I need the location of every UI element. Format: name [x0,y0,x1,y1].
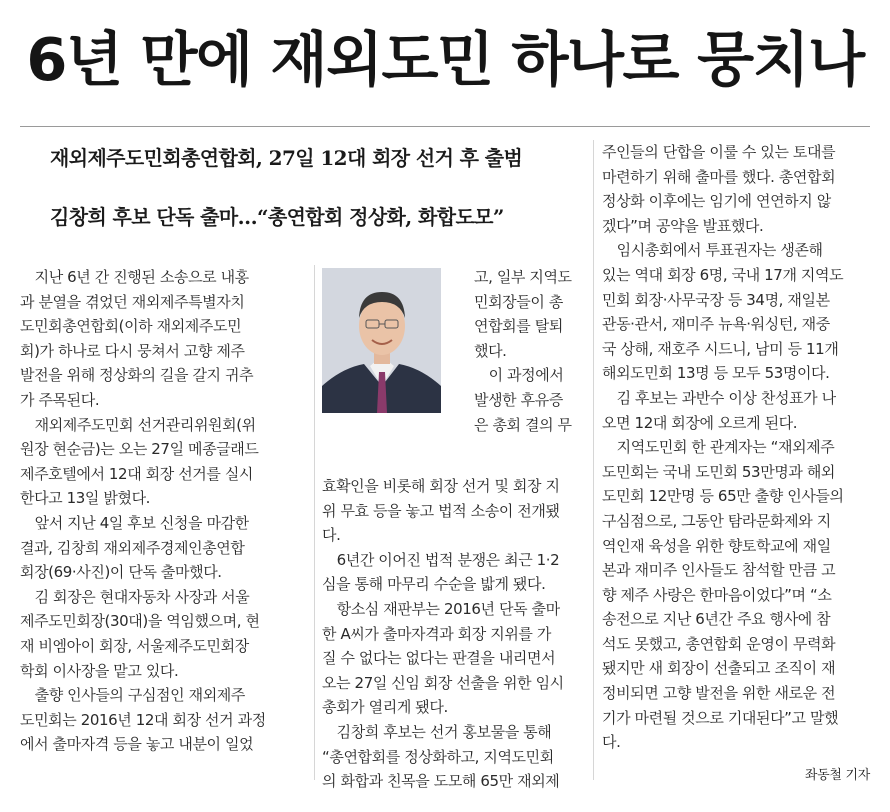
candidate-photo [322,268,441,413]
paragraph: 출향 인사들의 구심점인 재외제주 도민회는 2016년 12대 회장 선거 과정 에서 출마자격 등을 놓고 내분이 일었 [20,686,266,754]
paragraph: 항소심 재판부는 2016년 단독 출마 한 A씨가 출마자격과 회장 지위를 가 질 수 없다는 없다는 판결을 내리면서 오는 27일 신임 회장 선출을 위한 임시 총회가 열리게 됐다. [322,599,564,717]
article-column-middle [322,474,586,794]
article-column-left [20,265,310,757]
paragraph: 효확인을 비롯해 회장 선거 및 회장 지 위 무효 등을 놓고 법적 소송이 전개됐 다. [322,477,560,545]
byline: 좌동철 기자 [804,768,870,783]
paragraph: 김 회장은 현대자동차 사장과 서울 제주도민회장(30대)을 역임했으며, 현 재 비엠아이 회장, 서울제주도민회장 학회 이사장을 맡고 있다. [20,587,260,680]
paragraph: 김창희 후보는 선거 홍보물을 통해 “총연합회를 정상화하고, 지역도민회 의 화합과 친목을 도모해 65만 재외제 [322,722,560,791]
paragraph: 주인들의 단합을 이룰 수 있는 토대를 마련하기 위해 출마를 했다. 총연합회 정상화 이후에는 임기에 연연하지 않 겠다”며 공약을 발표했다. [602,143,836,235]
headline: 6년 만에 재외도민 하나로 뭉치나 [26,25,864,94]
paragraph: 지역도민회 한 관계자는 “재외제주 도민회는 국내 도민회 53만명과 해외 도민회 12만명 등 65만 출향 인사들의 구심점으로, 그동안 탐라문화제와 지 역인재 육성을 위한 향토학교에 재일 본과 재미주 인사들도 참석할 만큼 고 향 제주 사랑은 한마음이었다”며 “소 송전으로 지난 6년간 주요 행사에 참 석도 못했고, 총연합회 운영이 무력화 됐지만 새 회장이 선출되고 조직이 재 정비되면 고향 발전을 위한 새로운 전 기가 마련될 것으로 기대된다”고 말했 다. [602,438,844,752]
paragraph: 고, 일부 지역도 민회장들이 총 연합회를 탈퇴 했다. [474,268,572,360]
paragraph: 지난 6년 간 진행된 소송으로 내홍 과 분열을 겪었던 재외제주특별자치 도민회총연합회(이하 재외제주도민 회)가 하나로 다시 뭉쳐서 고향 제주 발전을 위해 정상화의 길을 갈지 귀추 가 주목된다. [20,268,254,409]
article-column-right [602,140,870,755]
paragraph: 임시총회에서 투표권자는 생존해 있는 역대 회장 6명, 국내 17개 지역도 민회 회장·사무국장 등 34명, 재일본 관동·관서, 재미주 뉴욕·워싱턴, 재중 국 상해, 재호주 시드니, 남미 등 11개 해외도민회 13명 등 모두 53명이다. [602,241,844,383]
paragraph: 앞서 지난 4일 후보 신청을 마감한 결과, 김창희 재외제주경제인총연합 회장(69·사진)이 단독 출마했다. [20,513,249,582]
subheadline-first: 재외제주도민회총연합회, 27일 12대 회장 선거 후 출범 [50,146,523,170]
paragraph: 김 후보는 과반수 이상 찬성표가 나 오면 12대 회장에 오르게 된다. [602,388,836,432]
paragraph: 6년간 이어진 법적 분쟁은 최근 1·2 심을 통해 마무리 수순을 밟게 됐다. [322,550,560,594]
column-divider [593,140,594,780]
portrait-image [322,268,441,413]
subheadline-second: 김창희 후보 단독 출마…“총연합회 정상화, 화합도모” [50,205,504,229]
column-divider [314,265,315,780]
paragraph: 재외제주도민회 선거관리위원회(위 원장 현순금)는 오는 27일 메종글래드 제주호텔에서 12대 회장 선거를 실시 한다고 13일 밝혔다. [20,415,259,508]
paragraph: 이 과정에서 발생한 후유증 은 총회 결의 무 [474,366,572,434]
article-column-middle-top [474,265,584,437]
headline-divider [20,126,870,127]
